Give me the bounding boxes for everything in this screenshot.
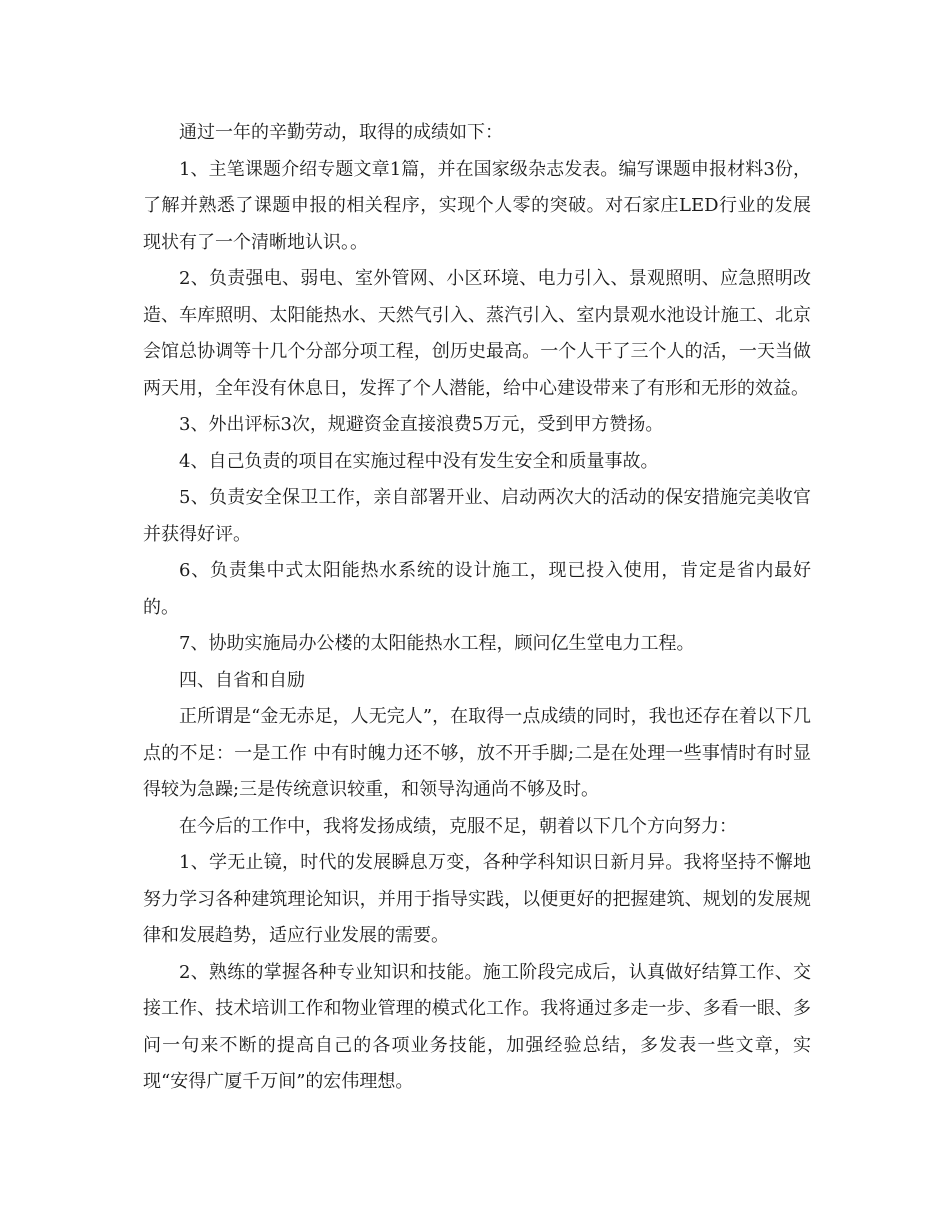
document-body (143, 115, 811, 1101)
paragraph-shortcomings: 正所谓是“金无赤足，人无完人”，在取得一点成绩的同时，我也还存在着以下几点的不足：一是工作 中有时魄力还不够，放不开手脚;二是在处理一些事情时有时显得较为急躁;三是传统意识较重，和领导沟通尚不够及时。 (143, 706, 811, 800)
paragraph-item-6: 6、负责集中式太阳能热水系统的设计施工，现已投入使用，肯定是省内最好的。 (143, 560, 811, 618)
paragraph-future-1: 1、学无止镜，时代的发展瞬息万变，各种学科知识日新月异。我将坚持不懈地努力学习各种建筑理论知识，并用于指导实践，以便更好的把握建筑、规划的发展规律和发展趋势，适应行业发展的需要。 (143, 852, 811, 946)
paragraph-achievements-intro: 通过一年的辛勤劳动，取得的成绩如下： (179, 122, 503, 143)
section-heading-self-reflection: 四、自省和自励 (179, 669, 305, 691)
paragraph-item-2: 2、负责强电、弱电、室外管网、小区环境、电力引入、景观照明、应急照明改造、车库照明、太阳能热水、天然气引入、蒸汽引入、室内景观水池设计施工、北京会馆总协调等十几个分部分项工程，创历史最高。一个人干了三个人的活，一天当做两天用，全年没有休息日，发挥了个人潜能，给中心建设带来了有形和无形的效益。 (143, 268, 811, 399)
paragraph-item-7: 7、协助实施局办公楼的太阳能热水工程，顾问亿生堂电力工程。 (179, 633, 695, 654)
paragraph-item-4: 4、自己负责的项目在实施过程中没有发生安全和质量事故。 (179, 450, 659, 472)
paragraph-item-5: 5、负责安全保卫工作，亲自部署开业、启动两次大的活动的保安措施完美收官并获得好评。 (143, 487, 811, 545)
paragraph-item-3: 3、外出评标3次，规避资金直接浪费5万元，受到甲方赞扬。 (179, 414, 664, 435)
paragraph-future-2: 2、熟练的掌握各种专业知识和技能。施工阶段完成后，认真做好结算工作、交接工作、技术培训工作和物业管理的模式化工作。我将通过多走一步、多看一眼、多问一句来不断的提高自己的各项业务技能，加强经验总结，多发表一些文章，实现“安得广厦千万间”的宏伟理想。 (143, 961, 811, 1092)
paragraph-item-1: 1、主笔课题介绍专题文章1篇，并在国家级杂志发表。编写课题申报材料3份，了解并熟悉了课题申报的相关程序，实现个人零的突破。对石家庄LED行业的发展现状有了一个清晰地认识。。 (143, 158, 811, 253)
paragraph-future-intro: 在今后的工作中，我将发扬成绩，克服不足，朝着以下几个方向努力： (179, 815, 737, 837)
